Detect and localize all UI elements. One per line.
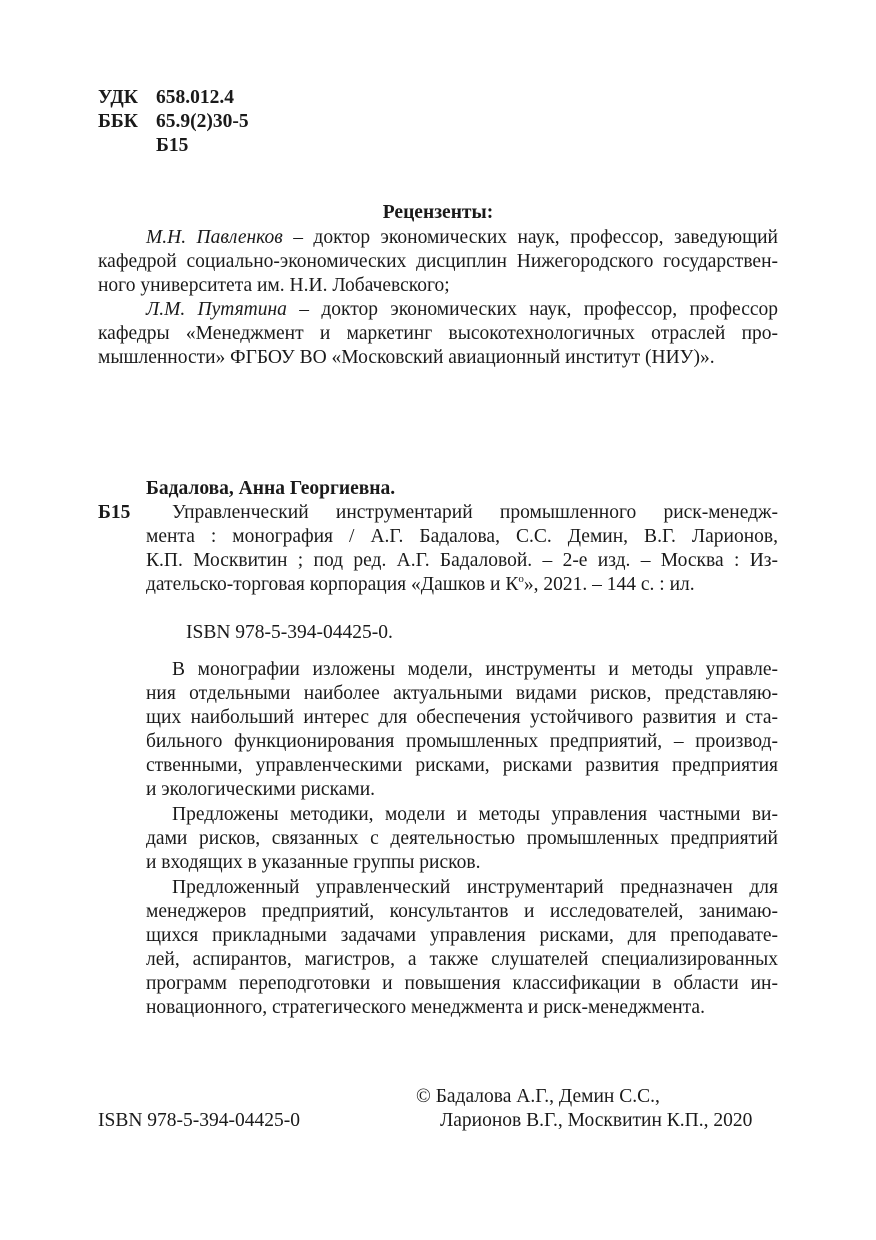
reviewer-1-name: М.Н. Павленков — [146, 227, 283, 248]
copyright-line-1: © Бадалова А.Г., Демин С.С., — [416, 1086, 660, 1107]
abstract-p3-line-5: программ переподготовки и повышения классификации в области ин- — [146, 973, 778, 994]
abstract-p3-line-2: менеджеров предприятий, консультантов и исследователей, занимаю- — [146, 901, 778, 922]
reviewer-2-line-2: кафедры «Менеджмент и маркетинг высокотехнологичных отраслей про- — [98, 323, 778, 344]
catalog-mark: Б15 — [98, 502, 131, 523]
catalog-line-2: мента : монография / А.Г. Бадалова, С.С. Демин, В.Г. Ларионов, — [146, 526, 778, 547]
abstract-p2-line-1: Предложены методики, модели и методы управления частными ви- — [172, 804, 778, 825]
reviewer-1-line-3: ного университета им. Н.И. Лобачевского; — [98, 275, 450, 296]
copyright-line-2: Ларионов В.Г., Москвитин К.П., 2020 — [440, 1110, 753, 1131]
catalog-line-4-a: дательско-торговая корпорация «Дашков и К — [146, 574, 519, 595]
catalog-isbn: ISBN 978-5-394-04425-0. — [186, 622, 393, 643]
reviewer-1-line-1-text: – доктор экономических наук, профессор, заведующий — [282, 227, 778, 248]
reviewers-heading: Рецензенты: — [382, 202, 494, 223]
reviewer-2-line-3: мышленности» ФГБОУ ВО «Московский авиационный институт (НИУ)». — [98, 347, 715, 368]
abstract-p3-line-3: щихся прикладными задачами управления рисками, для преподавате- — [146, 925, 778, 946]
abstract-p3-line-1: Предложенный управленческий инструментарий предназначен для — [172, 877, 778, 898]
bbk-line — [98, 110, 249, 134]
abstract-p1-line-1: В монографии изложены модели, инструменты и методы управле- — [172, 659, 778, 680]
bbk-value: 65.9(2)30-5 — [156, 111, 249, 132]
reviewer-1-line-1 — [146, 226, 778, 250]
reviewer-2-name: Л.М. Путятина — [146, 299, 287, 320]
footer-isbn: ISBN 978-5-394-04425-0 — [98, 1110, 301, 1131]
catalog-line-4-b: », 2021. – 144 с. : ил. — [523, 574, 695, 595]
reviewer-2-line-1 — [146, 298, 778, 322]
catalog-line-4 — [146, 573, 695, 597]
udk-line — [98, 86, 234, 110]
abstract-p2-line-3: и входящих в указанные группы рисков. — [146, 852, 481, 873]
catalog-line-4-sup: о — [518, 573, 524, 585]
udk-value: 658.012.4 — [156, 87, 234, 108]
catalog-author-heading: Бадалова, Анна Георгиевна. — [146, 478, 396, 499]
abstract-p3-line-4: лей, аспирантов, магистров, а также слушателей специализированных — [146, 949, 778, 970]
reviewer-1-line-2: кафедрой социально-экономических дисциплин Нижегородского государствен- — [98, 251, 778, 272]
abstract-p1-line-6: и экологическими рисками. — [146, 779, 376, 800]
bbk-label: ББК — [98, 111, 138, 132]
reviewer-2-line-1-text: – доктор экономических наук, профессор, профессор — [286, 299, 779, 320]
abstract-p1-line-4: бильного функционирования промышленных предприятий, – производ- — [146, 731, 778, 752]
catalog-line-3: К.П. Москвитин ; под ред. А.Г. Бадаловой. – 2-е изд. – Москва : Из- — [146, 550, 778, 571]
udk-label: УДК — [98, 87, 138, 108]
abstract-p3-line-6: новационного, стратегического менеджмента и риск-менеджмента. — [146, 997, 705, 1018]
abstract-p1-line-2: ния отдельными наиболее актуальными видами рисков, представляю- — [146, 683, 778, 704]
catalog-line-1: Управленческий инструментарий промышленного риск-менедж- — [172, 502, 778, 523]
abstract-p1-line-5: ственными, управленческими рисками, рисками развития предприятия — [146, 755, 778, 776]
abstract-p1-line-3: щих наибольший интерес для обеспечения устойчивого развития и ста- — [146, 707, 778, 728]
abstract-p2-line-2: дами рисков, связанных с деятельностью промышленных предприятий — [146, 828, 778, 849]
author-mark: Б15 — [156, 135, 189, 156]
